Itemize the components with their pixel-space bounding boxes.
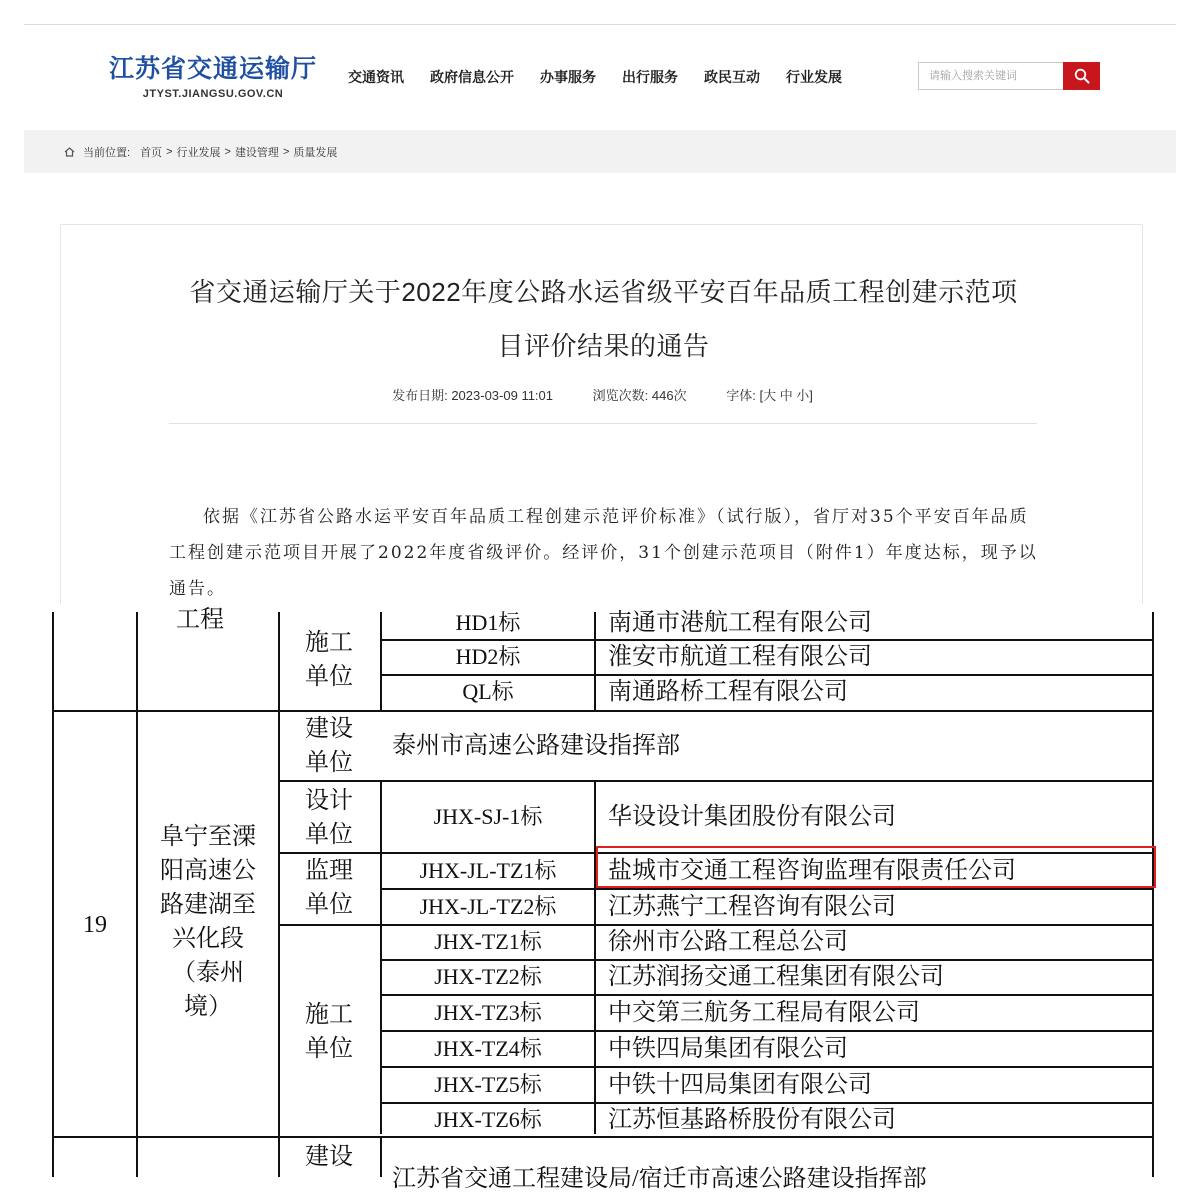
bid-code: JHX-TZ3标 xyxy=(434,1000,542,1025)
article-paragraph: 依据《江苏省公路水运平安百年品质工程创建示范评价标准》（试行版），省厅对35个平安百年品质工程创建示范项目开展了2022年度省级评价。经评价，31个创建示范项目（附件1）年度达标，现予以通告。 xyxy=(169,507,1038,599)
company-name: 淮安市航道工程有限公司 xyxy=(608,644,872,670)
project-number: 19 xyxy=(83,912,107,938)
table-border-right xyxy=(1152,612,1154,1177)
nav-item-interaction[interactable]: 政民互动 xyxy=(704,69,760,85)
logo-domain: JTYST.JIANGSU.GOV.CN xyxy=(142,88,284,100)
highlight-box xyxy=(596,846,1156,888)
breadcrumb-home[interactable]: 首页 xyxy=(140,147,163,159)
company-name: 江苏恒基路桥股份有限公司 xyxy=(608,1107,896,1133)
article-title-line1: 省交通运输厅关于2022年度公路水运省级平安百年品质工程创建示范项 xyxy=(189,277,1018,307)
company-name: 南通市港航工程有限公司 xyxy=(608,610,872,636)
table-border-left xyxy=(52,612,54,1177)
project-name: 阜宁至溧 阳高速公 路建湖至 兴化段 （泰州 境） xyxy=(160,824,256,1020)
article-title xyxy=(171,265,1036,373)
breadcrumb-separator: > xyxy=(224,146,231,158)
logo-title: 江苏省交通运输厅 xyxy=(108,55,317,83)
article-meta xyxy=(61,385,1144,404)
company-name: 江苏燕宁工程咨询有限公司 xyxy=(608,894,896,920)
prev-role: 施工 单位 xyxy=(305,630,353,690)
font-size-label: 字体: xyxy=(726,388,756,403)
breadcrumb-industry[interactable]: 行业发展 xyxy=(176,147,221,159)
role-design: 设计 单位 xyxy=(305,788,353,848)
bid-code: JHX-TZ4标 xyxy=(434,1036,542,1061)
company-name: 中铁四局集团有限公司 xyxy=(608,1036,848,1062)
company-name: 华设设计集团股份有限公司 xyxy=(608,804,896,830)
article-clip xyxy=(0,0,1200,599)
breadcrumb-quality[interactable]: 质量发展 xyxy=(293,147,338,159)
publish-date-label: 发布日期: xyxy=(392,388,448,403)
company-name: 江苏润扬交通工程集团有限公司 xyxy=(608,964,944,990)
article-card xyxy=(60,224,1143,604)
company-name: 南通路桥工程有限公司 xyxy=(608,679,848,705)
company-name: 中交第三航务工程局有限公司 xyxy=(608,1000,920,1026)
breadcrumb-construction[interactable]: 建设管理 xyxy=(234,147,279,159)
bid-code: QL标 xyxy=(462,679,514,704)
bid-code: JHX-TZ6标 xyxy=(434,1107,542,1132)
nav-item-news[interactable]: 交通资讯 xyxy=(348,69,404,85)
bid-code: JHX-SJ-1标 xyxy=(433,804,543,829)
breadcrumb-separator: > xyxy=(166,146,173,158)
bid-code: HD1标 xyxy=(455,610,521,635)
table-col-line xyxy=(594,612,596,710)
publish-date xyxy=(392,388,553,403)
table-row-line xyxy=(52,1136,1154,1138)
breadcrumb-separator: > xyxy=(282,146,290,158)
bid-code: HD2标 xyxy=(455,644,521,669)
bid-code: JHX-JL-TZ2标 xyxy=(419,894,557,919)
bid-code: JHX-JL-TZ1标 xyxy=(419,858,557,883)
font-size-options[interactable]: [大 中 小] xyxy=(759,388,813,403)
nav-item-travel[interactable]: 出行服务 xyxy=(622,69,678,85)
company-name: 徐州市公路工程总公司 xyxy=(608,929,848,955)
table-row-line xyxy=(52,710,1154,712)
build-company: 泰州市高速公路建设指挥部 xyxy=(392,733,680,759)
role-construct: 施工 单位 xyxy=(305,1002,353,1062)
article-title-line2: 目评价结果的通告 xyxy=(497,331,710,361)
publish-date-value: 2023-03-09 11:01 xyxy=(451,388,554,403)
font-size-control[interactable] xyxy=(726,388,813,403)
prev-project-name: 工程 xyxy=(176,607,224,633)
bid-code: JHX-TZ2标 xyxy=(434,964,542,989)
results-table-image xyxy=(0,607,1200,1192)
company-name: 中铁十四局集团有限公司 xyxy=(608,1072,872,1098)
article-divider xyxy=(169,423,1037,424)
view-count xyxy=(593,388,687,403)
next-role: 建设 xyxy=(305,1144,353,1170)
table-col-line xyxy=(380,1138,382,1177)
bid-code: JHX-TZ1标 xyxy=(434,929,542,954)
table-col-line xyxy=(594,782,596,1134)
next-company: 江苏省交通工程建设局/宿迁市高速公路建设指挥部 xyxy=(392,1166,927,1192)
role-build: 建设 单位 xyxy=(305,716,353,776)
view-count-label: 浏览次数: xyxy=(592,388,649,403)
role-supervise: 监理 单位 xyxy=(305,858,353,918)
nav-item-services[interactable]: 办事服务 xyxy=(540,69,596,85)
view-count-value: 446次 xyxy=(651,388,687,403)
nav-item-gov-info[interactable]: 政府信息公开 xyxy=(430,69,514,85)
nav-item-industry[interactable]: 行业发展 xyxy=(786,69,842,85)
table-row-line xyxy=(278,780,1154,782)
breadcrumb-label: 当前位置: xyxy=(83,147,131,159)
bid-code: JHX-TZ5标 xyxy=(434,1072,542,1097)
company-name: 盐城市交通工程咨询监理有限责任公司 xyxy=(608,858,1016,884)
